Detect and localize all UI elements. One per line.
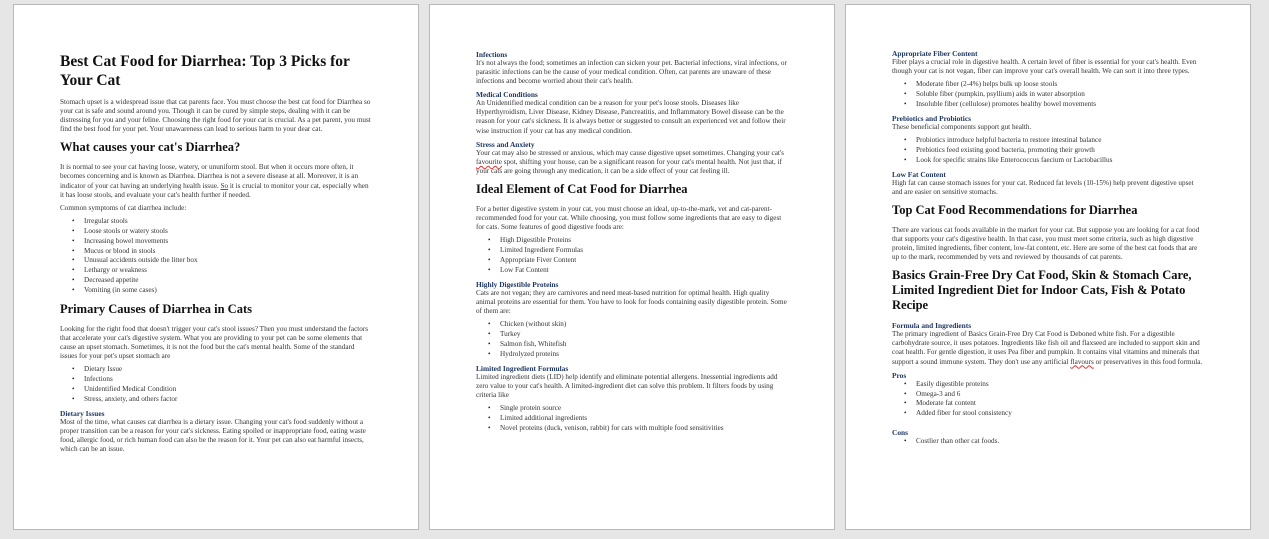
list-item: • Hydrolyzed proteins [500,350,788,360]
primary-causes-list [60,365,372,405]
low-fat-paragraph: High fat can cause stomach issues for your cat. Reduced fat levels (10-15%) help prevent digestive upset and are easier on sensitive stomachs. [892,178,1194,196]
cons-heading: Cons [892,428,909,438]
prebiotics-probiotics-paragraph: These beneficial components support gut health. [892,122,1032,131]
medical-conditions-paragraph: An Unidentified medical condition can be a reason for your pet's loose stools. Diseases like Hyperthyroidism, Liver Disease, Kidney Disease, Pancreatitis, and Inflammatory Bowel disease can be the reason for your cat's sickness. It is always better or suggested to consult an experienced vet and follow their wise instruction if your cat has any medical condition. [476,99,786,135]
formula-ingredients-paragraph [892,330,1204,366]
dietary-issues-paragraph: Most of the time, what causes cat diarrhea is a dietary issue. Changing your cat's food suddenly without a proper transition can be a reason for your cat's sickness. Eating spoiled or inappropriate food, eating waste food, allergic food, or rich human food can also be the reason for it. Your pet can also eat harmful insects, which can be an issue. [60,418,366,454]
list-item: • Prebiotics feed existing good bacteria, promoting their growth [916,146,1204,156]
page-content [476,50,788,438]
list-item: • Increasing bowel movements [84,237,372,247]
document-page-1[interactable] [13,4,419,530]
list-item: • Chicken (without skin) [500,320,788,330]
top-recommendations-heading: Top Cat Food Recommendations for Diarrhea [892,202,1138,217]
list-item: • Probiotics introduce helpful bacteria to restore intestinal balance [916,136,1204,146]
list-item: • Soluble fiber (pumpkin, psyllium) aids in water absorption [916,90,1204,100]
infections-heading: Infections [476,50,508,59]
fiber-content-heading: Appropriate Fiber Content [892,49,978,58]
intro-paragraph: Stomach upset is a widespread issue that cat parents face. You must choose the best cat food for Diarrhea so your cat is safe and sound around you. Though it can be cured by simple steps, dealing with it can be distressing for you and your feline. Choosing the right food for your cat is crucial. As a pet parent, you must find the best food for your pet. Your unawareness can lead to serious harm to your dear cat. [60,98,371,134]
prebiotics-probiotics-heading: Prebiotics and Probiotics [892,113,971,123]
list-item: • Decreased appetite [84,276,372,286]
list-item: • Costlier than other cat foods. [916,437,1204,447]
primary-causes-paragraph: Looking for the right food that doesn't trigger your cat's stool issues? Then you must understand the factors that accelerate your cat's digestive system. What you are providing to your pet can be some elements that cause an upset stomach. Sometimes, it is not the food but the cat's mental health. Some of the standard issues for your pet's upset stomach are [60,325,369,361]
digestible-proteins-paragraph: Cats are not vegan; they are carnivores and need meat-based nutrition for optimal health. High quality animal proteins are essential for them. You have to look for foods containing easily digestible protein. Some of them are: [476,288,787,316]
list-item: • Easily digestible proteins [916,380,1204,390]
product-heading: Basics Grain-Free Dry Cat Food, Skin & Stomach Care, Limited Ingredient Diet for Indoor Cats, Fish & Potato Recipe [892,268,1192,313]
cons-list [892,437,1204,447]
list-item: • Moderate fat content [916,399,1204,409]
grammar-flagged-word[interactable]: So [220,181,229,190]
list-item: • Insoluble fiber (cellulose) promotes healthy bowel movements [916,100,1204,110]
list-item: • Turkey [500,330,788,340]
list-item: • Loose stools or watery stools [84,227,372,237]
list-item: • Novel proteins (duck, venison, rabbit) for cats with multiple food sensitivities [500,424,788,434]
formula-text-b: or preservatives in this food formula. [1093,357,1203,366]
list-item: • Irregular stools [84,217,372,227]
document-page-3[interactable] [845,4,1251,530]
page-content [892,49,1204,451]
primary-causes-heading: Primary Causes of Diarrhea in Cats [60,302,252,317]
list-item: • Salmon fish, Whitefish [500,340,788,350]
list-item: • Limited Ingredient Formulas [500,246,788,256]
causes-text-a: It is normal to see your cat having loose, watery, or ununiform stool. But when it occurs more often, it becomes concerning and is known as Diarrhea. Diarrhea is not a severe disease at all. Moreover, it is an indicator of your cat having an underlying health issue. [60,163,359,190]
dietary-issues-heading: Dietary Issues [60,409,105,419]
list-item: • Moderate fiber (2-4%) helps bulk up loose stools [916,80,1204,90]
stress-anxiety-heading: Stress and Anxiety [476,139,535,149]
list-item: • Added fiber for stool consistency [916,409,1204,419]
document-page-2[interactable] [429,4,835,530]
list-item: • Dietary Issue [84,365,372,375]
causes-paragraph [60,163,372,199]
list-item: • Omega-3 and 6 [916,390,1204,400]
causes-text-b: it is crucial to monitor your cat, especially when it has loose stools, and evaluate your cat's health further if needed. [60,181,369,199]
stress-text-b: spot, shifting your house, can be a significant reason for your cat's mental health. Not just that, if your cats are going through any medication, it can be a side effect of your cat feeling ill. [476,157,782,175]
list-item: • Look for specific strains like Enterococcus faecium or Lactobacillus [916,156,1204,166]
list-item: • Unidentified Medical Condition [84,385,372,395]
prebiotics-probiotics-list [892,136,1204,166]
pros-heading: Pros [892,370,907,380]
symptoms-intro: Common symptoms of cat diarrhea include: [60,203,187,212]
medical-conditions-heading: Medical Conditions [476,90,538,100]
list-item: • High Digestible Proteins [500,236,788,246]
causes-heading: What causes your cat's Diarrhea? [60,140,241,155]
spelling-flagged-word[interactable]: favourite [476,157,502,166]
ideal-element-list [476,236,788,276]
list-item: • Unusual accidents outside the litter box [84,256,372,266]
list-item: • Vomiting (in some cases) [84,286,372,296]
stress-anxiety-paragraph [476,149,788,176]
list-item: • Mucus or blood in stools [84,247,372,257]
infections-paragraph: It's not always the food; sometimes an infection can sicken your pet. Bacterial infections, viral infections, or parasitic infections can be the cause of your medical condition. Often, cat parents are unaware of these infections and become worried about their cat's health. [476,59,787,86]
fiber-content-list [892,80,1204,110]
limited-ingredient-list [476,404,788,434]
list-item: • Stress, anxiety, and others factor [84,395,372,405]
list-item: • Appropriate Fiver Content [500,256,788,266]
fiber-content-paragraph: Fiber plays a crucial role in digestive health. A certain level of fiber is essential for your cat's health. Even though your cat is not vegan, fiber can improve your cat's overall health. We can sort it into three types. [892,58,1197,76]
limited-ingredient-heading: Limited Ingredient Formulas [476,363,569,373]
document-title: Best Cat Food for Diarrhea: Top 3 Picks for Your Cat [60,53,350,89]
digestible-proteins-heading: Highly Digestible Proteins [476,279,559,289]
stress-text-a: Your cat may also be stressed or anxious, which may cause digestive upset sometimes. Changing your cat's [476,148,784,157]
digestible-proteins-list [476,320,788,360]
low-fat-heading: Low Fat Content [892,169,946,179]
spelling-flagged-word[interactable]: flavours [1070,357,1094,366]
ideal-element-paragraph: For a better digestive system in your cat, you must choose an ideal, up-to-the-mark, vet and cat-parent-recommended food for your cat. While choosing, you must follow some ingredients that are easy to digest for cats. Some features of good digestive foods are: [476,204,782,232]
list-item: • Infections [84,375,372,385]
list-item: • Low Fat Content [500,266,788,276]
list-item: • Single protein source [500,404,788,414]
symptoms-list [60,217,372,296]
formula-text-a: The primary ingredient of Basics Grain-Free Dry Cat Food is Deboned white fish. For a digestible carbohydrate source, it uses potatoes. Ingredients like fish oil and flaxseed are included to support skin and coat health. For gentle digestion, it uses Pea fiber and pumpkin. It contains vital vitamins and minerals that support a sound immune system. They don't use any artificial [892,330,1200,366]
ideal-element-heading: Ideal Element of Cat Food for Diarrhea [476,181,688,196]
formula-ingredients-heading: Formula and Ingredients [892,321,972,331]
limited-ingredient-paragraph: Limited ingredient diets (LID) help identify and eliminate potential allergens. Inessential ingredients add zero value to your cat's health. A limited-ingredient diet can solve this problem. It filters foods by using criteria like [476,372,778,399]
page-content [60,52,372,458]
top-recommendations-paragraph: There are various cat foods available in the market for your cat. But suppose you are looking for a cat food that supports your cat's digestive health. In that case, you must meet some criteria, such as high digestive protein, limited ingredients, fiber content, low-fat content, etc. Here are some of the best cat foods that are up to the mark, recommended by vets and reviewed by thousands of cat parents. [892,225,1200,262]
list-item: • Limited additional ingredients [500,414,788,424]
list-item: • Lethargy or weakness [84,266,372,276]
pros-list [892,380,1204,420]
